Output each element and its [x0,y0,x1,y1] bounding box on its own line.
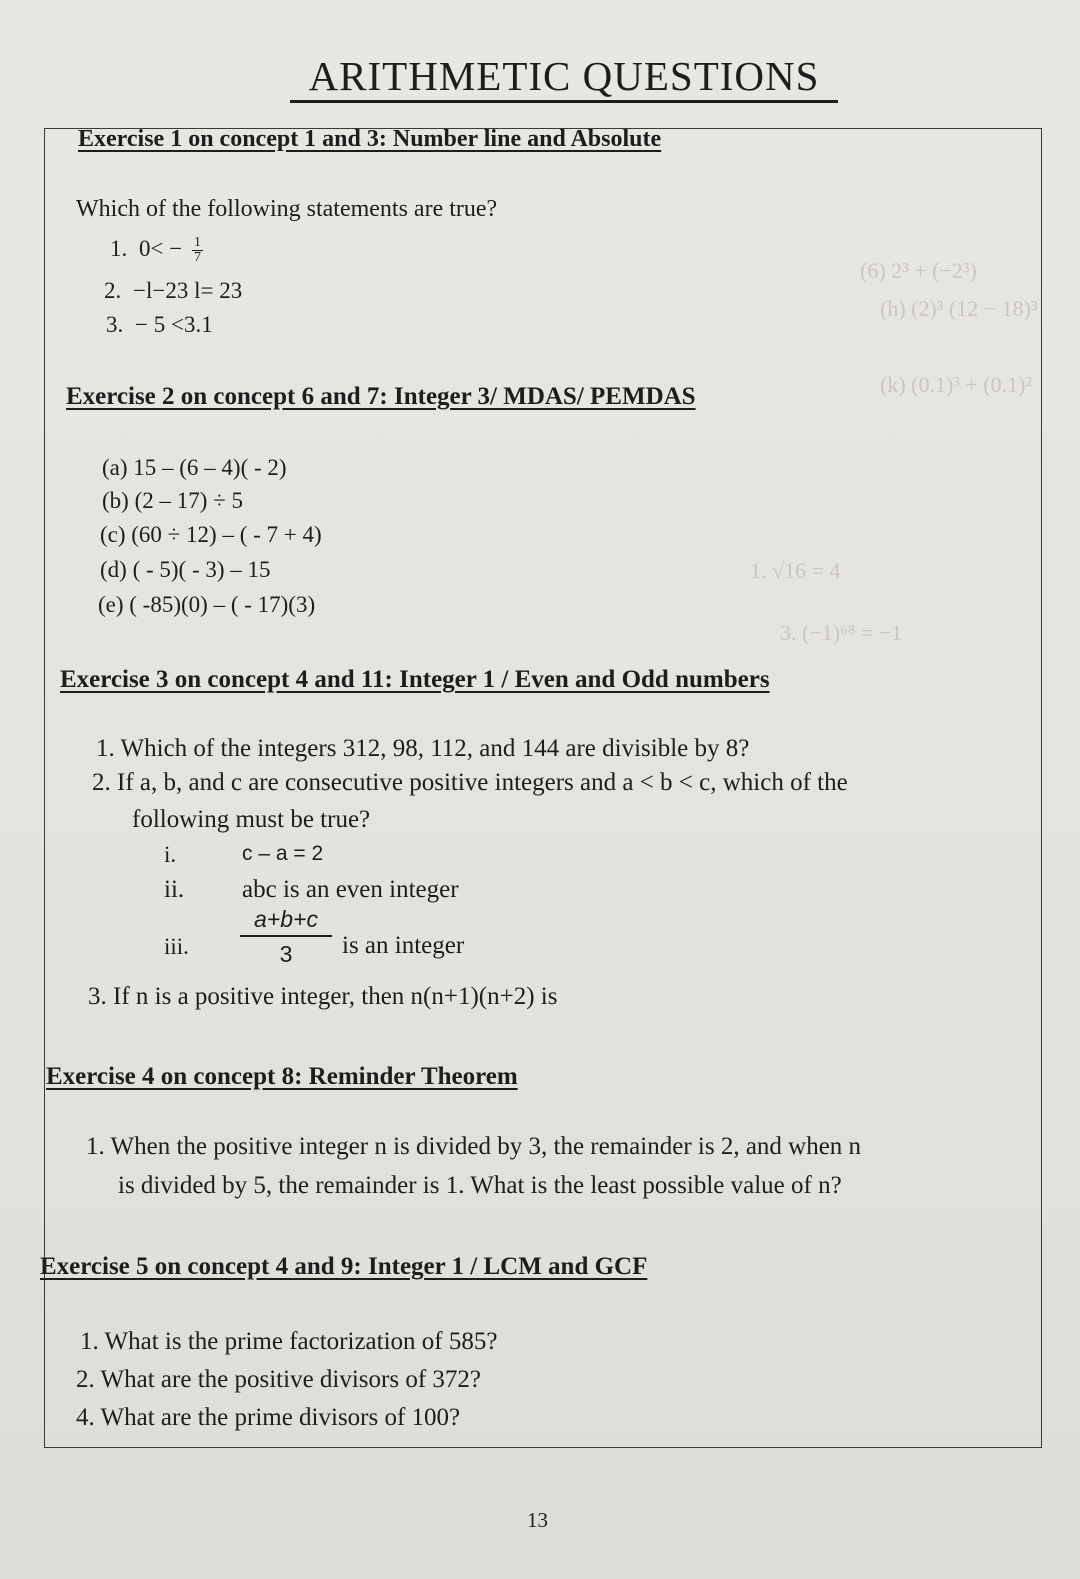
fraction-numerator: a+b+c [240,906,332,937]
fraction-numerator: 1 [193,235,201,251]
exercise-3-question-1: 1. Which of the integers 312, 98, 112, and 144 are divisible by 8? [96,735,750,762]
exercise-1-item [106,312,213,338]
bleed-through-text: 1. √16 = 4 [750,558,841,583]
sub-item-text: is an integer [342,932,465,959]
item-number: 3. [106,312,124,337]
item-text: − 5 <3.1 [135,312,213,337]
exercise-1-item [104,278,242,304]
exercise-3-question-2: 2. If a, b, and c are consecutive positive integers and a < b < c, which of the [92,769,848,796]
bleed-through-text: (6) 2³ + (−2³) [860,258,977,283]
exercise-3-heading: Exercise 3 on concept 4 and 11: Integer 1 / Even and Odd numbers [60,666,770,693]
bleed-through-text: (h) (2)³ (12 − 18)³ [880,296,1038,321]
exercise-5-item: 1. What is the prime factorization of 585? [80,1328,498,1355]
page-title: ARITHMETIC QUESTIONS [290,52,838,103]
page-number: 13 [527,1508,548,1532]
exercise-5-heading: Exercise 5 on concept 4 and 9: Integer 1 / LCM and GCF [40,1253,648,1280]
sub-item-text: abc is an even integer [242,876,459,903]
item-text: 0< − [139,236,183,261]
exercise-1-prompt: Which of the following statements are true? [76,196,498,222]
sub-item-number: i. [164,842,177,867]
sub-item-number: ii. [164,876,185,903]
fraction [240,906,332,968]
exercise-3-question-3: 3. If n is a positive integer, then n(n+1)(n+2) is [88,983,558,1010]
exercise-2-item: (d) ( - 5)( - 3) – 15 [100,557,271,582]
exercise-5-item: 4. What are the prime divisors of 100? [76,1404,461,1431]
exercise-1-item [110,236,203,265]
fraction [192,236,203,265]
bleed-through-text: 3. (−1)⁶⁸ = −1 [780,620,903,645]
exercise-2-heading: Exercise 2 on concept 6 and 7: Integer 3/ MDAS/ PEMDAS [66,383,696,410]
exercise-2-item: (e) ( -85)(0) – ( - 17)(3) [98,592,316,617]
exercise-2-item: (b) (2 – 17) ÷ 5 [102,488,244,513]
exercise-5-item: 2. What are the positive divisors of 372? [76,1366,482,1393]
exercise-4-heading: Exercise 4 on concept 8: Reminder Theorem [46,1063,518,1090]
item-number: 2. [104,278,122,303]
bleed-through-text: (k) (0.1)³ + (0.1)² [880,372,1033,397]
exercise-2-item: (c) (60 ÷ 12) – ( - 7 + 4) [100,522,322,547]
item-number: 1. [110,236,128,261]
item-text: −l−23 l= 23 [133,278,243,303]
sub-item-number: iii. [164,934,189,959]
exercise-2-item: (a) 15 – (6 – 4)( - 2) [102,455,287,480]
sub-item-text: c – a = 2 [242,842,324,865]
exercise-4-question-1: 1. When the positive integer n is divided by 3, the remainder is 2, and when n [86,1133,862,1160]
exercise-3-question-2-cont: following must be true? [132,806,371,833]
fraction-denominator: 7 [193,250,201,266]
exercise-1-heading: Exercise 1 on concept 1 and 3: Number line and Absolute [78,126,662,152]
exercise-4-question-1-cont: is divided by 5, the remainder is 1. What is the least possible value of n? [118,1172,842,1199]
fraction-denominator: 3 [279,941,293,967]
